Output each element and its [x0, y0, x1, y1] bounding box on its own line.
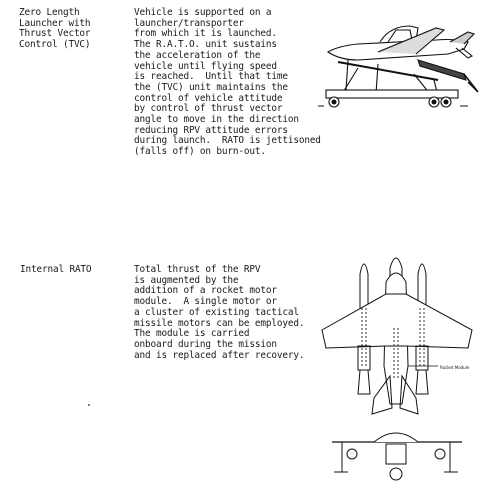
section-title-zero-length-launcher: Zero Length Launcher with Thrust Vector Control (TVC)	[19, 7, 91, 51]
section-body-internal-rato: Total thrust of the RPV is augmented by the addition of a rocket motor module. A single motor or a cluster of existing tactical missile motors can be employed. The module is carried onboard during the mission and is replaced after recovery.	[134, 264, 305, 361]
scan-speck	[88, 404, 90, 406]
section-body-zero-length-launcher: Vehicle is supported on a launcher/transporter from which it is launched. The R.A.T.O. unit sustains the acceleration of the vehicle until flying speed is reached. Until that time the (TVC) unit maintains the control of vehicle attitude by control of thrust vector angle to move in the direction reducing RPV attitude errors during launch. RATO is jettisoned (falls off) on burn-out.	[134, 7, 321, 158]
section-title-internal-rato: Internal RATO	[20, 264, 92, 275]
zero-length-launcher-illustration	[318, 2, 488, 114]
internal-rato-illustration	[312, 248, 492, 496]
rocket-module-label: Rocket Module	[440, 365, 470, 370]
